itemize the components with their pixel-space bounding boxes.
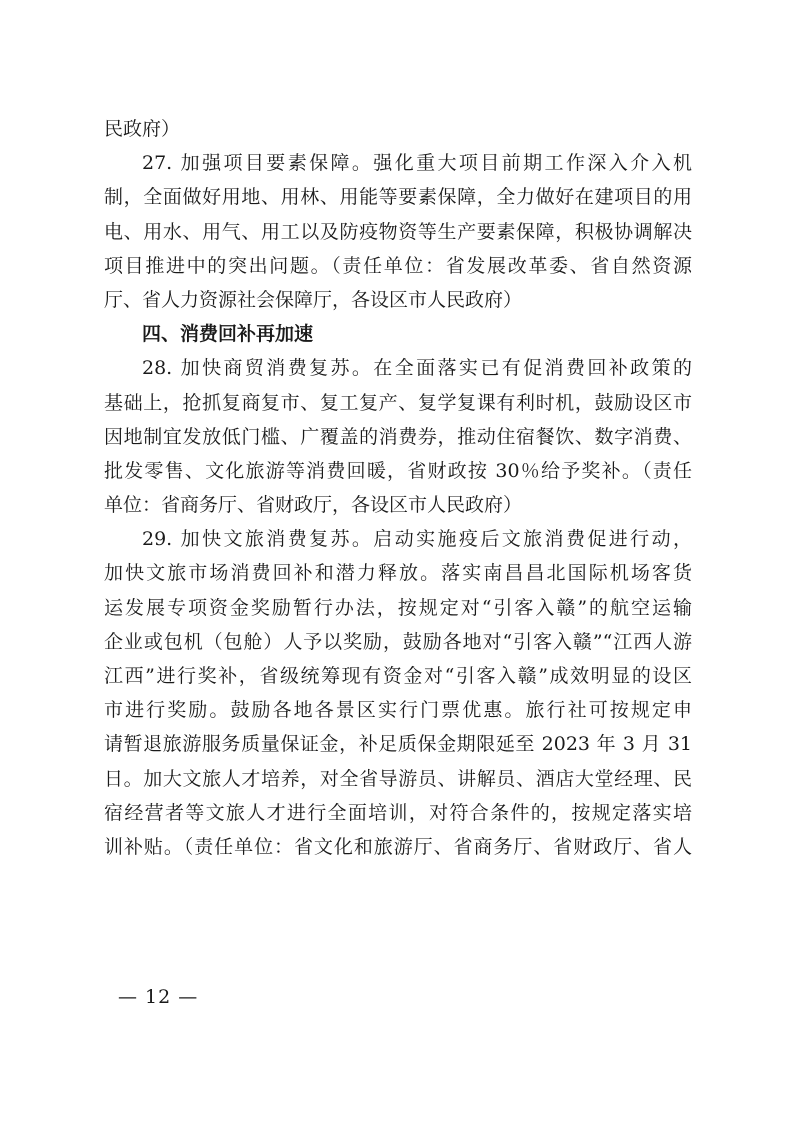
text-line: 基础上，抢抓复商复市、复工复产、复学复课有利时机，鼓励设区市 [104,391,692,414]
text-line: 制，全面做好用地、用林、用能等要素保障，全力做好在建项目的用 [104,186,692,209]
text-line: 企业或包机（包舱）人予以奖励，鼓励各地对“引客入赣”“江西人游 [104,630,692,653]
text-line: 29. 加快文旅消费复苏。启动实施疫后文旅消费促进行动， [142,528,692,551]
text-line: 27. 加强项目要素保障。强化重大项目前期工作深入介入机 [142,152,692,175]
text-line: 江西”进行奖补，省级统筹现有资金对“引客入赣”成效明显的设区 [104,665,692,687]
body-text [104,112,692,864]
section-heading: 四、消费回补再加速 [142,323,314,346]
text-line: 厅、省人力资源社会保障厅，各设区市人民政府） [104,288,523,311]
text-line: 运发展专项资金奖励暂行办法，按规定对“引客入赣”的航空运输 [104,596,692,619]
text-line: 日。加大文旅人才培养，对全省导游员、讲解员、酒店大堂经理、民 [104,767,692,790]
page-number: — 12 — [118,986,199,1008]
text-line: 宿经营者等文旅人才进行全面培训，对符合条件的，按规定落实培 [104,801,692,824]
text-line: 市进行奖励。鼓励各地各景区实行门票优惠。旅行社可按规定申 [104,699,692,722]
text-line: 请暂退旅游服务质量保证金，补足质保金期限延至 2023 年 3 月 31 [104,733,692,756]
text-line: 批发零售、文化旅游等消费回暖，省财政按 30％给予奖补。（责任 [104,459,692,482]
text-line: 训补贴。（责任单位：省文化和旅游厅、省商务厅、省财政厅、省人 [104,835,692,858]
text-line: 民政府） [104,118,181,140]
text-line: 项目推进中的突出问题。（责任单位：省发展改革委、省自然资源 [104,254,692,277]
text-line: 单位：省商务厅、省财政厅，各设区市人民政府） [104,494,523,517]
text-line: 电、用水、用气、用工以及防疫物资等生产要素保障，积极协调解决 [104,220,692,243]
text-line: 因地制宜发放低门槛、广覆盖的消费券，推动住宿餐饮、数字消费、 [104,425,692,448]
text-line: 28. 加快商贸消费复苏。在全面落实已有促消费回补政策的 [142,357,692,380]
text-line: 加快文旅市场消费回补和潜力释放。落实南昌昌北国际机场客货 [104,562,692,585]
